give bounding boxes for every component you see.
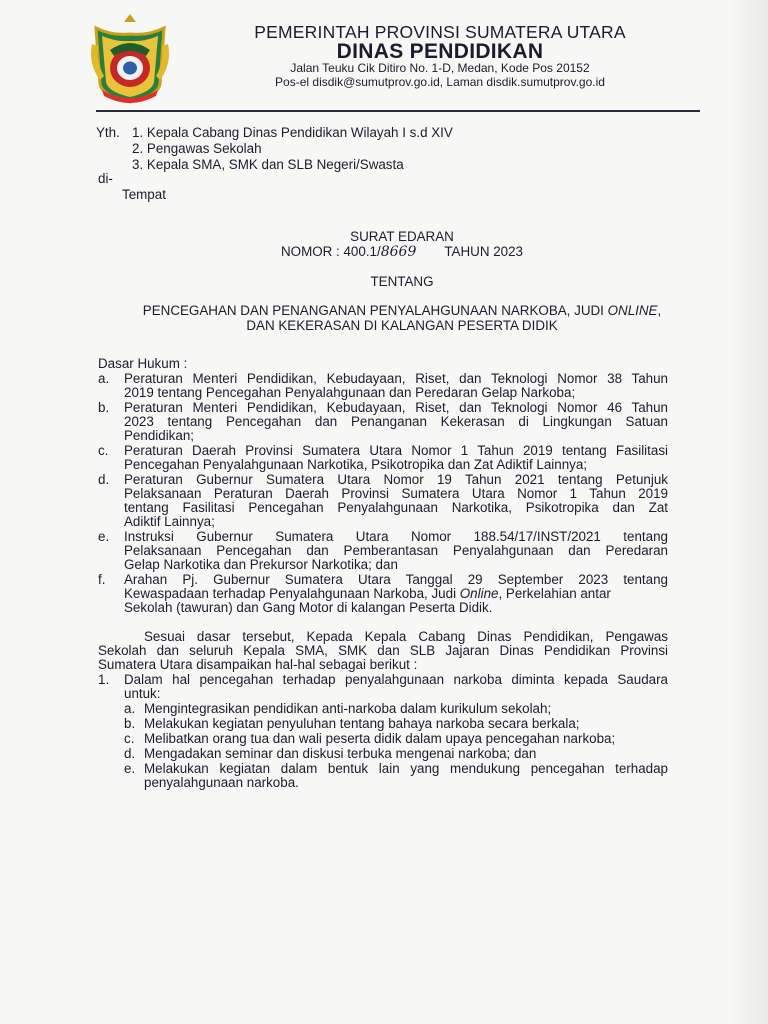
legal-basis-letter: b. <box>98 400 110 415</box>
subitem-text: Melibatkan orang tua dan wali peserta didik dalam upaya pencegahan narkoba; <box>144 731 616 746</box>
subitem-letter: d. <box>124 746 136 761</box>
legal-basis-line: Peraturan Gubernur Sumatera Utara Nomor 19 Tahun 2021 tentang Petunjuk <box>124 473 668 487</box>
dasar-hukum-heading: Dasar Hukum : <box>98 356 188 371</box>
legal-basis-line: Adiktif Lainnya; <box>124 514 215 529</box>
subitem-letter: a. <box>124 701 136 716</box>
legal-basis-line: Kewaspadaan terhadap Penyalahgunaan Narkoba, Judi Online, Perkelahian antar <box>124 586 611 601</box>
online-italic: Online <box>459 586 499 601</box>
legal-basis-line: Peraturan Menteri Pendidikan, Kebudayaan, Riset, dan Teknologi Nomor 38 Tahun <box>124 372 668 386</box>
legal-basis-letter: c. <box>98 443 109 458</box>
recipient-yth: Yth. <box>96 125 120 140</box>
coat-of-arms-logo <box>88 14 172 106</box>
legal-basis-letter: a. <box>98 371 110 386</box>
page-edge-shadow <box>728 0 768 1024</box>
legal-basis-line: Peraturan Menteri Pendidikan, Kebudayaan, Riset, dan Teknologi Nomor 46 Tahun <box>124 401 668 415</box>
subitem-text: penyalahgunaan narkoba. <box>144 775 299 790</box>
header-address: Jalan Teuku Cik Ditiro No. 1-D, Medan, Kode Pos 20152 <box>290 61 590 75</box>
legal-basis-letter: f. <box>98 572 106 587</box>
point-line: untuk: <box>124 686 161 701</box>
legal-basis-line: Pendidikan; <box>124 428 194 443</box>
body-paragraph-line: Sekolah dan seluruh Kepala SMA, SMK dan SLB Jajaran Dinas Pendidikan Provinsi <box>98 644 668 658</box>
tentang-heading: TENTANG <box>370 274 434 289</box>
online-italic: ONLINE <box>607 303 658 318</box>
doc-year: TAHUN 2023 <box>444 244 523 259</box>
subject-line-1: PENCEGAHAN DAN PENANGANAN PENYALAHGUNAAN NARKOBA, JUDI ONLINE, <box>142 303 662 318</box>
subitem-text: Melakukan kegiatan penyuluhan tentang bahaya narkoba secara berkala; <box>144 716 580 731</box>
recipient-tempat: Tempat <box>122 187 166 202</box>
header-agency: DINAS PENDIDIKAN <box>336 40 544 63</box>
subitem-letter: b. <box>124 716 136 731</box>
subitem-letter: c. <box>124 731 135 746</box>
legal-basis-line: Instruksi Gubernur Sumatera Utara Nomor 188.54/17/INST/2021 tentang <box>124 530 668 544</box>
legal-basis-line: 2023 tentang Pencegahan dan Penanganan Kekerasan di Lingkungan Satuan <box>124 415 668 429</box>
legal-basis-line: Arahan Pj. Gubernur Sumatera Utara Tanggal 29 September 2023 tentang <box>124 573 668 587</box>
recipient-item: 1. Kepala Cabang Dinas Pendidikan Wilayah I s.d XIV <box>132 125 453 140</box>
recipient-item: 2. Pengawas Sekolah <box>132 141 262 156</box>
doc-number-label: NOMOR : 400.1/ <box>281 244 381 259</box>
legal-basis-letter: e. <box>98 529 110 544</box>
legal-basis-line: Sekolah (tawuran) dan Gang Motor di kalangan Peserta Didik. <box>124 600 493 615</box>
subitem-letter: e. <box>124 761 136 776</box>
subitem-text: Mengintegrasikan pendidikan anti-narkoba dalam kurikulum sekolah; <box>144 701 552 716</box>
header-divider <box>96 110 700 112</box>
subitem-text: Melakukan kegiatan dalam bentuk lain yang mendukung pencegahan terhadap <box>144 762 668 776</box>
handwritten-number: 8669 <box>380 244 417 260</box>
recipient-item: 3. Kepala SMA, SMK dan SLB Negeri/Swasta <box>132 157 404 172</box>
legal-basis-line: Pencegahan Penyalahgunaan Narkotika, Psikotropika dan Zat Adiktif Lainnya; <box>124 457 588 472</box>
legal-basis-line: Peraturan Daerah Provinsi Sumatera Utara Nomor 1 Tahun 2019 tentang Fasilitasi <box>124 444 668 458</box>
point-number: 1. <box>98 672 110 687</box>
recipient-di: di- <box>98 171 113 186</box>
legal-basis-line: Pelaksanaan Peraturan Daerah Provinsi Sumatera Utara Nomor 1 Tahun 2019 <box>124 487 668 501</box>
header-contact: Pos-el disdik@sumutprov.go.id, Laman disdik.sumutprov.go.id <box>275 75 605 89</box>
subject-line-2: DAN KEKERASAN DI KALANGAN PESERTA DIDIK <box>246 318 558 333</box>
legal-basis-line: tentang Fasilitasi Pencegahan Penyalahgunaan Narkotika, Psikotropika dan Zat <box>124 501 668 515</box>
body-paragraph-line: Sesuai dasar tersebut, Kepada Kepala Cabang Dinas Pendidikan, Pengawas <box>144 630 668 644</box>
doc-type: SURAT EDARAN <box>350 229 454 244</box>
legal-basis-line: Pelaksanaan Pencegahan dan Pemberantasan Penyalahgunaan dan Peredaran <box>124 544 668 558</box>
doc-number <box>96 244 708 260</box>
legal-basis-letter: d. <box>98 472 110 487</box>
legal-basis-line: 2019 tentang Pencegahan Penyalahgunaan dan Peredaran Gelap Narkoba; <box>124 385 576 400</box>
body-paragraph-line: Sumatera Utara disampaikan hal-hal sebagai berikut : <box>98 657 418 672</box>
header-government: PEMERINTAH PROVINSI SUMATERA UTARA <box>254 22 626 42</box>
point-line: Dalam hal pencegahan terhadap penyalahgunaan narkoba diminta kepada Saudara <box>124 673 668 687</box>
legal-basis-line: Gelap Narkotika dan Prekursor Narkotika; dan <box>124 557 398 572</box>
subitem-text: Mengadakan seminar dan diskusi terbuka mengenai narkoba; dan <box>144 746 537 761</box>
